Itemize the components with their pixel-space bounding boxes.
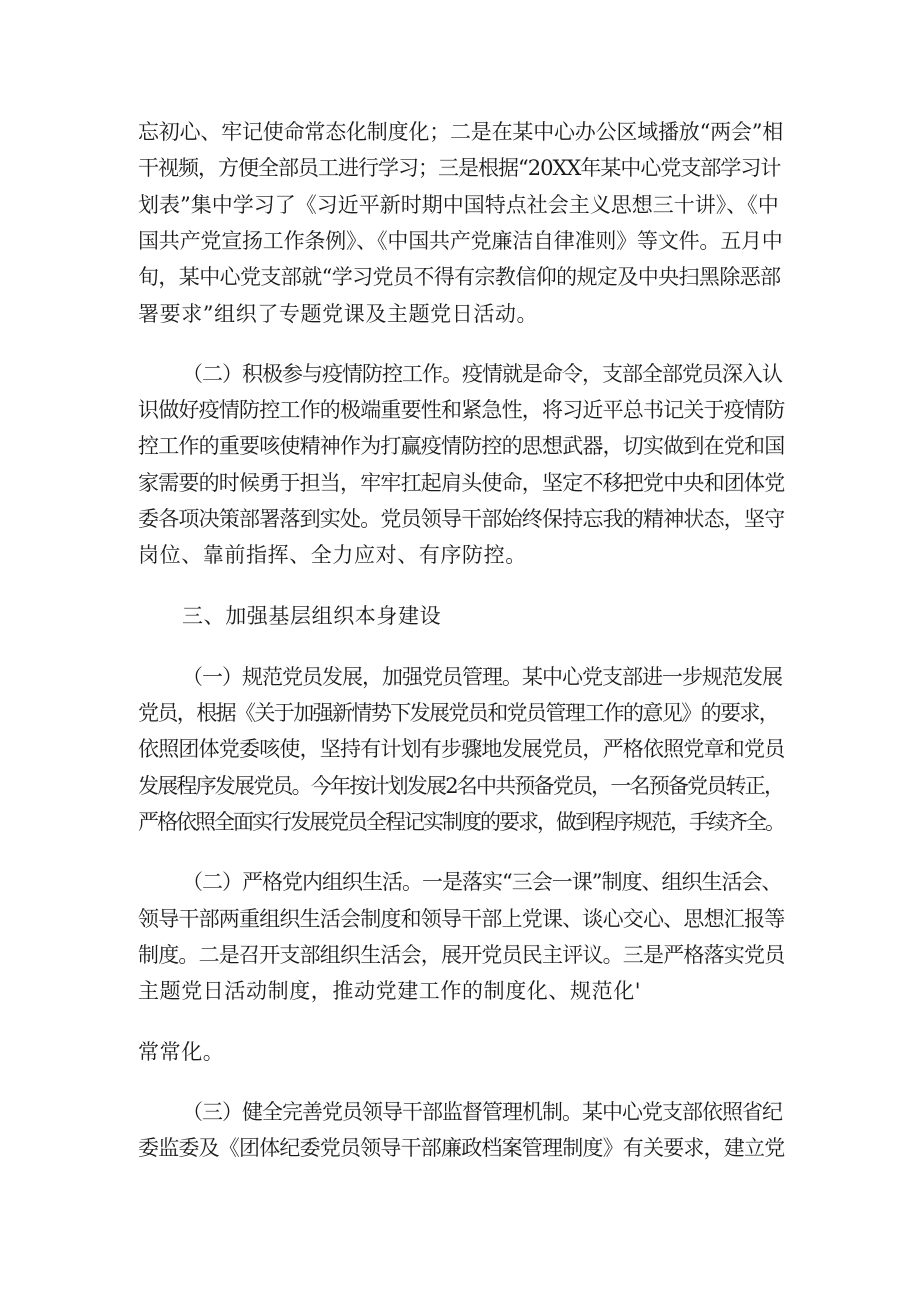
text-line: 党员，根据《关于加强新情势下发展党员和党员管理工作的意见》的要求， [138, 701, 779, 725]
text-line: 领导干部两重组织生活会制度和领导干部上党课、谈心交心、思想汇报等 [138, 907, 785, 931]
text-line: 署要求”组织了专题党课及主题党日活动。 [138, 302, 539, 326]
text-line: 划表”集中学习了《习近平新时期中国特点社会主义思想三十讲》、《中 [138, 193, 779, 217]
text-line: 委监委及《团体纪委党员领导干部廉政档案管理制度》有关要求，建立党 [138, 1136, 785, 1160]
section-heading: 三、加强基层组织本身建设 [182, 604, 442, 628]
text-line: 干视频，方便全部员工进行学习；三是根据“20XX年某中心党支部学习计 [138, 156, 781, 180]
text-line: 委各项决策部署落到实处。党员领导干部始终保持忘我的精神状态，坚守 [138, 507, 785, 531]
text-line: 岗位、靠前指挥、全力应对、有序防控。 [138, 543, 527, 567]
text-line: 控工作的重要咳使精神作为打赢疫情防控的思想武器，切实做到在党和国 [138, 434, 785, 458]
text-line: 制度。二是召开支部组织生活会，展开党员民主评议。三是严格落实党员 [138, 943, 785, 967]
text-line: 国共产党宣扬工作条例》、《中国共产党廉洁自律准则》等文件。五月中 [138, 229, 783, 253]
text-line: 发展程序发展党员。今年按计划发展2名中共预备党员，一名预备党员转正， [138, 774, 784, 798]
text-line: 依照团体党委咳使，坚持有计划有步骤地发展党员，严格依照党章和党员 [138, 737, 785, 761]
text-line: 家需要的时候勇于担当，牢牢扛起肩头使命，坚定不移把党中央和团体党 [138, 471, 785, 495]
text-line: 识做好疫情防控工作的极端重要性和紧急性，将习近平总书记关于疫情防 [138, 398, 785, 422]
text-line: 旬，某中心党支部就“学习党员不得有宗教信仰的规定及中央扫黑除恶部 [138, 265, 781, 289]
paragraph-heading-line: （三）健全完善党员领导干部监督管理机制。某中心党支部依照省纪 [182, 1100, 782, 1124]
paragraph-heading-line: （二）积极参与疫情防控工作。疫情就是命令，支部全部党员深入认 [182, 362, 782, 386]
text-line: 严格依照全面实行发展党员全程记实制度的要求，做到程序规范，手续齐全。 [138, 810, 784, 834]
text-line: 常常化。 [138, 1040, 225, 1064]
text-line: 忘初心、牢记使命常态化制度化；二是在某中心办公区域播放“两会”相 [138, 120, 784, 144]
text-line: 主题党日活动制度，推动党建工作的制度化、规范化' [138, 979, 642, 1003]
paragraph-heading-line: （一）规范党员发展，加强党员管理。某中心党支部进一步规范发展 [182, 665, 782, 689]
paragraph-heading-line: （二）严格党内组织生活。一是落实“三会一课”制度、组织生活会、 [182, 870, 782, 894]
